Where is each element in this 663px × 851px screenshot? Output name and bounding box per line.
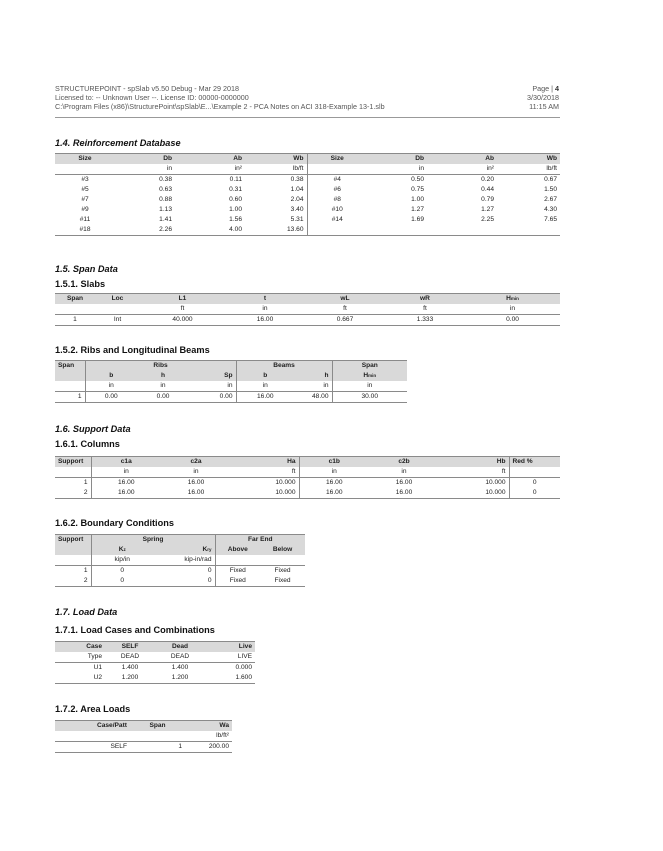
table-cell: 1.27 bbox=[411, 206, 424, 213]
table-row bbox=[55, 315, 560, 326]
table-cell: 0.38 bbox=[159, 176, 172, 183]
table-cell: 5.31 bbox=[245, 215, 307, 225]
table-cell: 1.41 bbox=[159, 216, 172, 223]
table-cell: 2.25 bbox=[481, 216, 494, 223]
table-row bbox=[55, 478, 560, 489]
table-cell: Int bbox=[95, 315, 140, 326]
table-cell: #11 bbox=[79, 216, 91, 223]
slabs-table: Span Loc L1 t wL wR Hmin ft in ft ft in 1 Int 40.000 16.00 0.667 1.333 0.00 bbox=[55, 293, 560, 326]
table-cell: #7 bbox=[81, 196, 89, 203]
table-cell: 3.40 bbox=[245, 205, 307, 215]
table-cell: 1 bbox=[55, 566, 91, 577]
table-cell: 2.67 bbox=[544, 196, 557, 203]
table-cell: 0.50 bbox=[411, 176, 424, 183]
license-line: Licensed to: -- Unknown User --. License ID: 00000-0000000 bbox=[55, 93, 249, 102]
table-cell: #18 bbox=[55, 225, 115, 236]
table-cell: #3 bbox=[81, 176, 89, 183]
table-cell: Fixed bbox=[215, 576, 260, 587]
table-row bbox=[55, 576, 305, 587]
table-cell: 0 bbox=[153, 576, 215, 587]
page-number: 4 bbox=[555, 84, 559, 93]
table-cell: 0.38 bbox=[245, 175, 307, 186]
table-cell: Fixed bbox=[260, 576, 305, 587]
table-row bbox=[55, 185, 560, 195]
col-db-2: Db bbox=[367, 154, 427, 165]
table-cell: 2 bbox=[55, 488, 91, 499]
table-cell: #8 bbox=[333, 196, 341, 203]
product-line: STRUCTUREPOINT - spSlab v5.50 Debug - Mar 29 2018 bbox=[55, 84, 240, 93]
table-cell: 1 bbox=[55, 478, 91, 489]
col-ab: Ab bbox=[175, 154, 245, 165]
table-cell: 16.00 bbox=[325, 479, 343, 486]
table-cell: 16.00 bbox=[117, 479, 135, 486]
col-wb-2: Wb bbox=[497, 154, 560, 165]
page-header bbox=[55, 84, 559, 111]
table-cell: 1.13 bbox=[159, 206, 172, 213]
subsection-title-slabs: 1.5.1. Slabs bbox=[55, 279, 106, 289]
section-title-load-data: 1.7. Load Data bbox=[55, 607, 118, 617]
section-title-support-data: 1.6. Support Data bbox=[55, 424, 131, 434]
table-row: U1 1.400 1.400 0.000 bbox=[93, 664, 252, 671]
table-row: SELF 1 200.00 bbox=[55, 742, 232, 753]
table-cell: 1.04 bbox=[245, 185, 307, 195]
columns-table: Support c1a c2a Ha c1b c2b Hb Red % in in ft in in ft 1 16.00 16.00 10.000 16.00 16.00 10.000 0 2 16.00 16.00 10.000 16.00 16.00 10.000 0 bbox=[55, 456, 560, 499]
table-cell: 0.75 bbox=[411, 186, 424, 193]
print-time: 11:15 AM bbox=[529, 102, 559, 111]
col-ab-2: Ab bbox=[427, 154, 497, 165]
table-row bbox=[55, 205, 560, 215]
table-cell: 0.60 bbox=[229, 196, 242, 203]
table-row: U2 1.200 1.200 1.600 bbox=[55, 673, 255, 684]
table-cell: 40.000 bbox=[140, 315, 225, 326]
print-date: 3/30/2018 bbox=[527, 93, 559, 102]
table-cell: 0.63 bbox=[159, 186, 172, 193]
table-cell: 0.11 bbox=[229, 176, 242, 183]
table-cell: 0 bbox=[509, 488, 560, 499]
page-indicator: Page | 4 bbox=[532, 84, 559, 93]
file-path: C:\Program Files (x86)\StructurePoint\spSlab\E...\Example 2 - PCA Notes on ACI 318-Example 13-1.slb bbox=[55, 102, 385, 111]
table-cell: #10 bbox=[331, 206, 343, 213]
table-cell: 16.00 bbox=[299, 488, 369, 499]
section-title-reinforcement: 1.4. Reinforcement Database bbox=[55, 138, 181, 148]
reinforcement-table: Size Db Ab Wb Size Db Ab Wb in in² lb/ft in in² lb/ft #3 0.38 0.11 0.38 #4 0.50 0.20 0.67 #5 0.63 0.31 1.04 #6 0.75 0.44 1.50 #7 0.88 0.60 2.04 #8 1.00 0.79 2.67 #9 1.13 1.00 3.40 #10 1.27 1.27 4.30 #11 1.41 1.56 5.31 #14 1.69 2.25 7.65 #18 2.26 4.00 13.60 bbox=[55, 153, 560, 236]
table-row bbox=[55, 195, 560, 205]
table-cell: 1.27 bbox=[481, 206, 494, 213]
table-cell: 2.04 bbox=[245, 195, 307, 205]
subsection-title-ribs: 1.5.2. Ribs and Longitudinal Beams bbox=[55, 345, 210, 355]
table-cell bbox=[367, 225, 427, 236]
table-cell: #4 bbox=[333, 176, 341, 183]
table-cell: 0 bbox=[532, 479, 537, 486]
table-cell: Fixed bbox=[229, 567, 246, 574]
subsection-title-area-loads: 1.7.2. Area Loads bbox=[55, 704, 131, 714]
table-cell: 1.00 bbox=[229, 206, 242, 213]
table-cell bbox=[497, 225, 560, 236]
section-title-span-data: 1.5. Span Data bbox=[55, 264, 118, 274]
table-cell: 0.667 bbox=[305, 315, 385, 326]
table-cell: 1.00 bbox=[411, 196, 424, 203]
table-cell: 4.30 bbox=[544, 206, 557, 213]
table-cell: 0 bbox=[91, 576, 153, 587]
col-size: Size bbox=[55, 154, 115, 165]
table-cell bbox=[307, 225, 367, 236]
table-cell: 16.00 bbox=[187, 479, 205, 486]
table-cell bbox=[427, 225, 497, 236]
table-cell: 16.00 bbox=[369, 488, 439, 499]
table-row bbox=[55, 488, 560, 499]
table-cell: 0.44 bbox=[481, 186, 494, 193]
table-cell: 1.50 bbox=[544, 186, 557, 193]
table-cell: 16.00 bbox=[395, 479, 413, 486]
table-cell: Fixed bbox=[274, 567, 291, 574]
subsection-title-columns: 1.6.1. Columns bbox=[55, 439, 120, 449]
col-db: Db bbox=[115, 154, 175, 165]
table-cell: #14 bbox=[331, 216, 343, 223]
table-cell: 16.00 bbox=[91, 488, 161, 499]
table-cell: 1.333 bbox=[385, 315, 465, 326]
table-cell: 10.000 bbox=[231, 488, 299, 499]
table-cell: 1 bbox=[55, 315, 95, 326]
table-cell: #9 bbox=[81, 206, 89, 213]
table-row bbox=[55, 566, 305, 577]
table-cell: 0.79 bbox=[481, 196, 494, 203]
table-cell: 0.88 bbox=[159, 196, 172, 203]
table-cell: 0.67 bbox=[544, 176, 557, 183]
table-row: 1 0.00 0.00 0.00 16.00 48.00 30.00 bbox=[55, 392, 407, 403]
table-cell: 16.00 bbox=[225, 315, 305, 326]
table-cell: 13.60 bbox=[245, 225, 307, 236]
table-cell: 10.000 bbox=[439, 478, 509, 489]
table-cell: 16.00 bbox=[161, 488, 231, 499]
ribs-table: Span Ribs Beams Span b h Sp b h Hmin in in in in in in 1 0.00 0.00 0.00 16.00 48.00 30.00 bbox=[55, 360, 407, 403]
load-cases-table: Case SELF Dead Live Type DEAD DEAD LIVE U1 1.400 1.400 0.000 U2 1.200 1.200 1.600 bbox=[55, 641, 255, 684]
header-divider bbox=[55, 117, 560, 118]
col-hmin: Hmin bbox=[465, 294, 560, 305]
table-cell: 0 bbox=[120, 567, 125, 574]
table-cell: 1.69 bbox=[411, 216, 424, 223]
table-cell: #5 bbox=[81, 186, 89, 193]
boundary-table: Support Spring Far End Kz Kry Above Below kip/in kip-in/rad 1 0 0 Fixed Fixed 2 0 0 Fixed Fixed bbox=[55, 534, 305, 587]
area-loads-table: Case/Patt Span Wa lb/ft² SELF 1 200.00 bbox=[55, 720, 232, 753]
table-cell: 7.65 bbox=[544, 216, 557, 223]
table-cell: 0 bbox=[153, 566, 215, 577]
table-cell: 10.000 bbox=[231, 478, 299, 489]
col-size-2: Size bbox=[307, 154, 367, 165]
table-row bbox=[55, 175, 560, 186]
table-cell: 4.00 bbox=[175, 225, 245, 236]
table-cell: 0.31 bbox=[229, 186, 242, 193]
subsection-title-load-cases: 1.7.1. Load Cases and Combinations bbox=[55, 625, 215, 635]
table-cell: 1.56 bbox=[229, 216, 242, 223]
table-row bbox=[55, 225, 560, 236]
table-cell: #6 bbox=[333, 186, 341, 193]
table-cell: 0.20 bbox=[481, 176, 494, 183]
table-row bbox=[55, 215, 560, 225]
col-wb: Wb bbox=[245, 154, 307, 165]
subsection-title-boundary: 1.6.2. Boundary Conditions bbox=[55, 518, 174, 528]
table-cell: 2.26 bbox=[115, 225, 175, 236]
table-cell: 2 bbox=[55, 576, 91, 587]
table-cell: 0.00 bbox=[465, 315, 560, 326]
table-cell: 10.000 bbox=[439, 488, 509, 499]
